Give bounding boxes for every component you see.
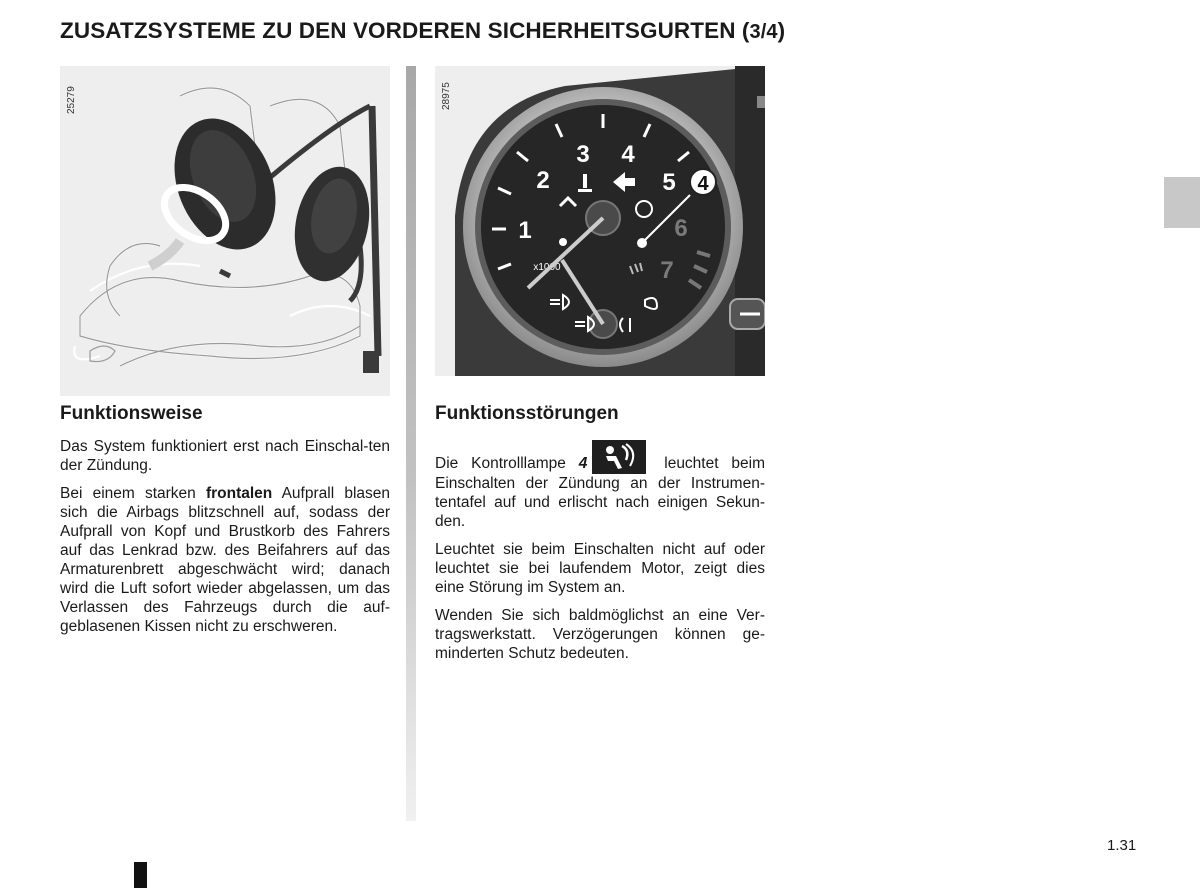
text-span: Die Kontrolllampe bbox=[435, 455, 579, 472]
right-column bbox=[435, 400, 765, 672]
title-close: ) bbox=[777, 18, 786, 43]
figure-number-right: 28975 bbox=[441, 82, 452, 110]
gauge-number-4: 4 bbox=[621, 141, 635, 168]
bold-term: frontalen bbox=[205, 485, 273, 502]
gauge-number-7: 7 bbox=[660, 257, 674, 284]
paragraph-1-left: Das System funktioniert erst nach Einschal-ten der Zündung. bbox=[60, 438, 390, 474]
heading-funktionsweise: Funktionsweise bbox=[60, 403, 203, 424]
tachometer-drawing bbox=[435, 66, 765, 376]
text-span: Aufprall blasen sich die Airbags blitzschnell auf, sodass der Aufprall von Kopf und Brustkorb des Fahrers auf das Lenkrad bzw. des Beifahrers auf das Armaturenbrett abgeschwächt wird; danach wird die Luft sofort wieder abgelassen, um das Verlassen des Fahrzeugs durch die auf-geblasenen Kissen nicht zu erschweren. bbox=[60, 485, 390, 635]
gauge-number-5: 5 bbox=[662, 169, 676, 196]
title-fraction: 3/4 bbox=[749, 21, 778, 43]
gauge-number-3: 3 bbox=[576, 141, 590, 168]
gauge-number-6: 6 bbox=[674, 215, 688, 242]
text-span: leuchtet beim Einschalten der Zündung an der Instrumen-tentafel auf und erlischt nach einigen Sekun-den. bbox=[435, 455, 765, 530]
paragraph-2-left bbox=[60, 484, 390, 636]
text-span: Bei einem starken bbox=[60, 485, 206, 502]
heading-funktionsstoerungen: Funktionsstörungen bbox=[435, 403, 619, 424]
gauge-number-2: 2 bbox=[536, 167, 550, 194]
paragraph-2-right: Leuchtet sie beim Einschalten nicht auf oder leuchtet sie bei laufendem Motor, zeigt dies eine Störung im System an. bbox=[435, 541, 765, 596]
page-number: 1.31 bbox=[1107, 837, 1137, 854]
lamp-number: 4 bbox=[578, 455, 588, 472]
figure-number-left: 25279 bbox=[66, 86, 77, 114]
left-column bbox=[60, 400, 390, 645]
corner-crop-mark bbox=[134, 862, 147, 888]
airbag-illustration bbox=[60, 66, 390, 396]
page-title bbox=[60, 18, 785, 44]
airbag-drawing bbox=[60, 66, 390, 396]
callout-number: 4 bbox=[697, 173, 709, 195]
instrument-cluster-illustration bbox=[435, 66, 765, 376]
gauge-number-1: 1 bbox=[518, 217, 532, 244]
title-main: ZUSATZSYSTEME ZU DEN VORDEREN SICHERHEITSGURTEN ( bbox=[60, 18, 750, 43]
paragraph-3-right: Wenden Sie sich baldmöglichst an eine Ver-tragswerkstatt. Verzögerungen können ge-minderten Schutz bedeuten. bbox=[435, 607, 765, 662]
column-divider bbox=[406, 66, 416, 821]
gauge-multiplier: x1000 bbox=[533, 262, 561, 273]
airbag-warning-icon bbox=[592, 440, 646, 474]
paragraph-1-right bbox=[435, 440, 765, 531]
section-tab-marker bbox=[1164, 177, 1200, 228]
